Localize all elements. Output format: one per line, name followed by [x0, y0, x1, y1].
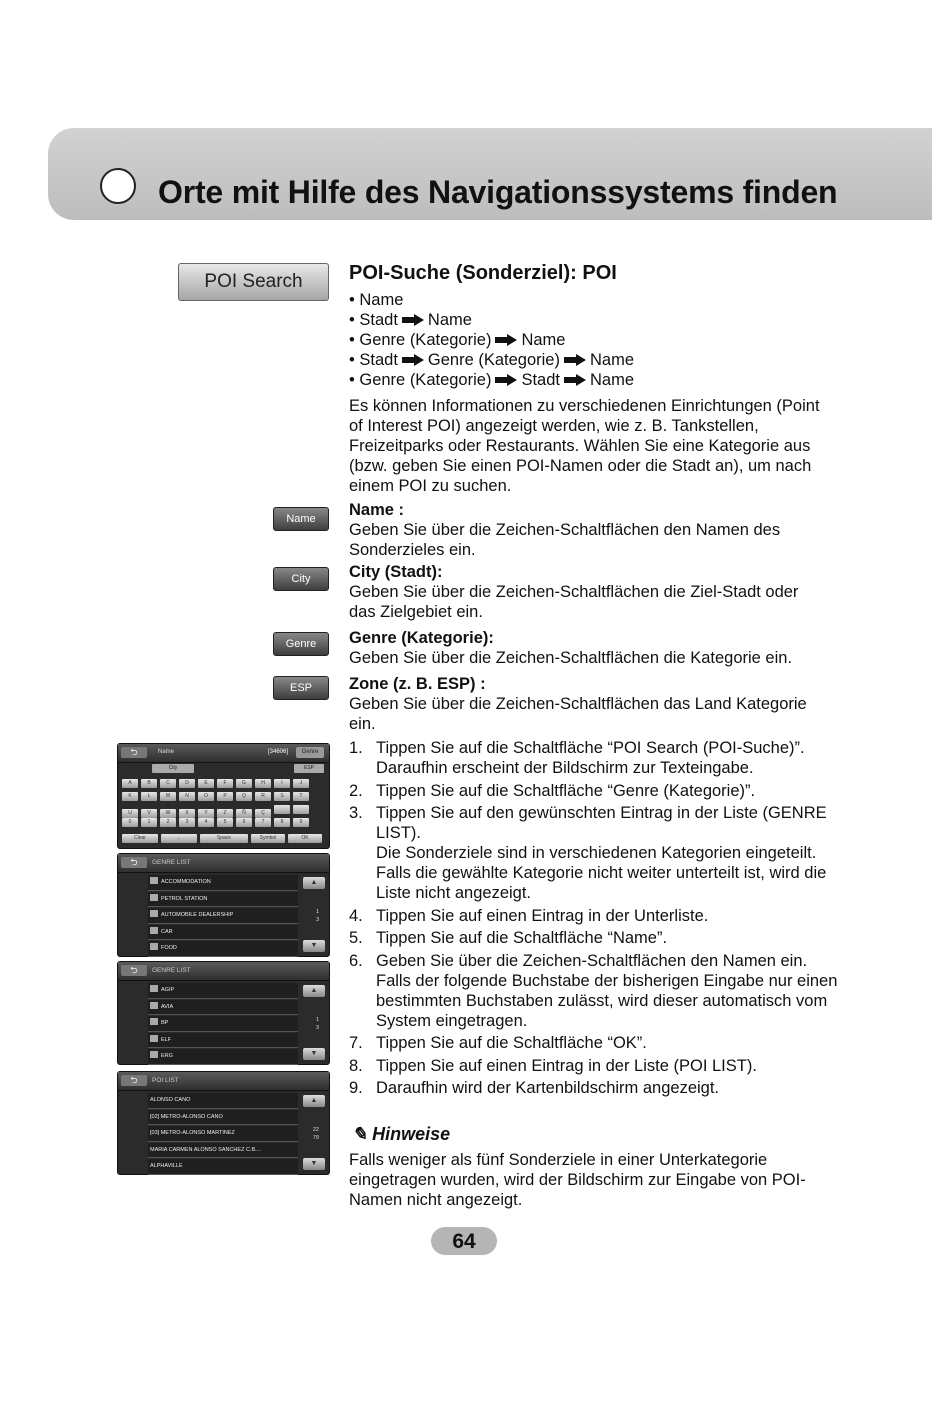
- key-button[interactable]: Clear: [122, 834, 158, 843]
- list-item[interactable]: [148, 983, 298, 999]
- chapter-title: Orte mit Hilfe des Navigationssystems finden: [158, 174, 838, 210]
- list-item-label: [02] METRO-ALONSO CANO: [150, 1113, 223, 1120]
- bullet-item: • Genre (Kategorie) Stadt Name: [349, 371, 634, 389]
- scroll-up-button[interactable]: ▲: [303, 1095, 325, 1107]
- step-item: [349, 951, 839, 1031]
- key-button[interactable]: X: [179, 809, 195, 818]
- keyboard-screen: [117, 743, 330, 849]
- circle-icon: [100, 168, 136, 204]
- key-button[interactable]: K: [122, 792, 138, 801]
- arrow-right-icon: [402, 354, 424, 366]
- key-button[interactable]: Ñ: [236, 809, 252, 818]
- bullet-part: Name: [589, 371, 634, 389]
- keyboard-row: [122, 818, 312, 828]
- step-text: Tippen Sie auf die Schaltfläche “Genre (Kategorie)”.: [376, 781, 756, 800]
- key-button[interactable]: E: [198, 779, 214, 788]
- definition-term: Name :: [349, 501, 405, 519]
- key-button[interactable]: 0: [122, 818, 138, 827]
- bullet-list: [349, 290, 829, 390]
- step-number: 5.: [349, 929, 363, 947]
- scroll-down-button[interactable]: ▼: [303, 1048, 325, 1060]
- list-item[interactable]: [148, 1110, 298, 1126]
- key-button[interactable]: R: [255, 792, 271, 801]
- key-button[interactable]: L: [141, 792, 157, 801]
- screen-topbar: [118, 962, 329, 981]
- key-button[interactable]: 1: [141, 818, 157, 827]
- list-item[interactable]: [148, 875, 298, 891]
- pin-icon: ✎: [352, 1124, 368, 1144]
- key-button[interactable]: I: [274, 779, 290, 788]
- list-item[interactable]: [148, 908, 298, 924]
- key-button[interactable]: Space: [200, 834, 248, 843]
- genre-sublist: [148, 983, 298, 1066]
- category-icon: [150, 943, 158, 950]
- bullet-part: Genre (Kategorie): [359, 371, 492, 389]
- intro-paragraph: Es können Informationen zu verschiedenen Einrichtungen (Point of Interest POI) angezeigt werden, wie z. B. Tankstellen, Freizeitparks oder Restaurants. Wählen Sie eine Kategorie aus (bzw. geben Sie einen POI-Namen oder die Stadt an), um nach einem POI zu suchen.: [349, 397, 820, 495]
- genre-button[interactable]: Genre: [273, 632, 329, 656]
- name-button[interactable]: Name: [273, 507, 329, 531]
- key-button[interactable]: 5: [217, 818, 233, 827]
- list-item-label: ALPHAVILLE: [150, 1163, 183, 1169]
- arrow-right-icon: [402, 314, 424, 326]
- poi-search-button[interactable]: POI Search: [178, 263, 329, 301]
- step-text: Tippen Sie auf einen Eintrag in der Unterliste.: [376, 906, 709, 925]
- step-text: Daraufhin wird der Kartenbildschirm angezeigt.: [376, 1079, 720, 1097]
- definition-term: City (Stadt):: [349, 563, 443, 581]
- list-item-label: AVIA: [161, 1003, 174, 1010]
- poi-counter: [34606]: [268, 749, 289, 755]
- list-item[interactable]: [148, 1016, 298, 1032]
- list-item-label: AUTOMOBILE DEALERSHIP: [161, 912, 234, 918]
- screen-title: GENRE LIST: [152, 859, 191, 866]
- keyboard-row: [122, 792, 312, 802]
- key-button[interactable]: 3: [179, 818, 195, 827]
- screen-topbar: [118, 1072, 329, 1091]
- list-item-label: BP: [161, 1020, 169, 1026]
- step-item: [349, 1078, 839, 1098]
- arrow-right-icon: [564, 374, 586, 386]
- step-item: [349, 906, 839, 926]
- step-number: 4.: [349, 906, 363, 925]
- category-icon: [150, 910, 158, 917]
- key-button[interactable]: U: [122, 809, 138, 818]
- poi-list: [148, 1093, 298, 1176]
- step-text: Tippen Sie auf die Schaltfläche “OK”.: [376, 1034, 647, 1052]
- step-number: 3.: [349, 804, 363, 822]
- definition-text: Geben Sie über die Zeichen-Schaltflächen das Land Kategorie ein.: [349, 695, 807, 733]
- list-item[interactable]: [148, 892, 298, 908]
- key-button[interactable]: 8: [274, 818, 290, 827]
- bullet-part: Genre (Kategorie): [427, 351, 560, 369]
- bullet-item: • Name: [349, 291, 404, 309]
- list-item-label: FOOD: [161, 945, 177, 951]
- key-button[interactable]: 4: [198, 818, 214, 827]
- bullet-part: Stadt: [359, 311, 398, 329]
- screen-title: GENRE LIST: [152, 967, 191, 974]
- key-button[interactable]: 6: [236, 818, 252, 827]
- list-item-label: AGIP: [161, 987, 175, 993]
- section-title: POI-Suche (Sonderziel): POI: [349, 262, 617, 284]
- list-item-label: MARIA CARMEN ALONSO SANCHEZ C.B....: [150, 1146, 262, 1153]
- key-button[interactable]: 2: [160, 818, 176, 827]
- bullet-part: Stadt: [521, 371, 560, 389]
- key-button[interactable]: P: [217, 792, 233, 801]
- step-text: Falls die gewählte Kategorie nicht weiter unterteilt ist, wird die Liste nicht angezeigt.: [376, 864, 827, 902]
- list-item-label: CAR: [161, 928, 173, 935]
- bullet-item: • Stadt Name: [349, 311, 472, 329]
- definition-name: [349, 500, 829, 560]
- step-text: Daraufhin erscheint der Bildschirm zur Texteingabe.: [376, 759, 754, 777]
- genre-list-screen: [117, 853, 330, 957]
- list-item[interactable]: [148, 1000, 298, 1016]
- definition-term: Zone (z. B. ESP) :: [349, 675, 486, 693]
- esp-key[interactable]: ESP: [294, 764, 324, 773]
- note-heading: [352, 1124, 450, 1145]
- genre-list: [148, 875, 298, 958]
- list-item-label: [03] METRO-ALONSO MARTINEZ: [150, 1130, 235, 1136]
- name-label: Name: [158, 749, 175, 755]
- scroll-up-button[interactable]: ▲: [303, 877, 325, 889]
- scroll-up-button[interactable]: ▲: [303, 985, 325, 997]
- category-icon: [150, 1035, 158, 1042]
- step-number: 7.: [349, 1034, 363, 1052]
- key-button[interactable]: A: [122, 779, 138, 788]
- esp-button[interactable]: ESP: [273, 676, 329, 700]
- key-button[interactable]: J: [293, 779, 309, 788]
- key-button[interactable]: 7: [255, 818, 271, 827]
- key-button[interactable]: Symbol: [251, 834, 285, 843]
- page-indicator: 1 3: [315, 1017, 319, 1031]
- page-number: 64: [431, 1227, 497, 1255]
- key-button[interactable]: Ç: [255, 809, 271, 818]
- poi-list-screen: [117, 1071, 330, 1175]
- step-item: [349, 1056, 839, 1076]
- step-number: 9.: [349, 1079, 363, 1097]
- step-text: Geben Sie über die Zeichen-Schaltflächen den Namen ein.: [376, 951, 808, 970]
- scroll-down-button[interactable]: ▼: [303, 940, 325, 952]
- key-button[interactable]: OK: [288, 834, 322, 843]
- scroll-down-button[interactable]: ▼: [303, 1158, 325, 1170]
- city-button[interactable]: City: [273, 567, 329, 591]
- list-item[interactable]: [148, 1126, 298, 1142]
- definition-city: [349, 562, 829, 622]
- key-button[interactable]: 9: [293, 818, 309, 827]
- genre-key[interactable]: Genre: [296, 747, 324, 758]
- list-item[interactable]: [148, 1143, 298, 1159]
- definition-text: Geben Sie über die Zeichen-Schaltflächen den Namen des Sonderzieles ein.: [349, 521, 781, 559]
- step-number: 2.: [349, 781, 363, 800]
- step-text: Tippen Sie auf die Schaltfläche “POI Search (POI-Suche)”.: [376, 739, 805, 757]
- note-title: Hinweise: [372, 1124, 451, 1144]
- list-item[interactable]: [148, 925, 298, 941]
- note-text: Falls weniger als fünf Sonderziele in einer Unterkategorie eingetragen wurden, wird der Bildschirm zur Eingabe von POI-Namen nicht angezeigt.: [349, 1151, 806, 1209]
- list-item[interactable]: [148, 1159, 298, 1175]
- key-button[interactable]: G: [236, 779, 252, 788]
- genre-sublist-screen: [117, 961, 330, 1065]
- list-item[interactable]: [148, 1033, 298, 1049]
- category-icon: [150, 877, 158, 884]
- keyboard-bottom-row: [122, 834, 325, 844]
- step-text: Falls der folgende Buchstabe der bisherigen Eingabe nur einen bestimmten Buchstaben zulässt, wird dieser automatisch vom System eingetragen.: [376, 971, 838, 1030]
- category-icon: [150, 1018, 158, 1025]
- step-text: Tippen Sie auf den gewünschten Eintrag in der Liste (GENRE LIST).: [376, 804, 827, 842]
- step-item: [349, 738, 839, 778]
- key-button[interactable]: F: [217, 779, 233, 788]
- steps-list: [349, 738, 839, 1101]
- key-button[interactable]: ←: [161, 834, 197, 843]
- step-text: Die Sonderziele sind in verschiedenen Kategorien eingeteilt.: [376, 844, 817, 862]
- step-text: Tippen Sie auf die Schaltfläche “Name”.: [376, 929, 668, 947]
- page-indicator: 1 3: [315, 909, 319, 923]
- bullet-part: Name: [427, 311, 472, 329]
- bullet-item: • Genre (Kategorie) Name: [349, 331, 566, 349]
- arrow-right-icon: [495, 374, 517, 386]
- bullet-part: Genre (Kategorie): [359, 331, 492, 349]
- key-button[interactable]: H: [255, 779, 271, 788]
- definition-genre: [349, 628, 829, 668]
- back-icon[interactable]: ⮌: [121, 857, 147, 868]
- key-button[interactable]: T: [293, 792, 309, 801]
- keyboard-row: [122, 779, 312, 789]
- step-number: 8.: [349, 1056, 363, 1075]
- bullet-part: Stadt: [359, 351, 398, 369]
- list-item[interactable]: [148, 1049, 298, 1065]
- screen-topbar: [118, 854, 329, 873]
- list-item-label: ALONSO CANO: [150, 1097, 191, 1103]
- arrow-right-icon: [495, 334, 517, 346]
- definition-text: Geben Sie über die Zeichen-Schaltflächen die Ziel-Stadt oder das Zielgebiet ein.: [349, 583, 799, 621]
- step-number: 6.: [349, 951, 363, 970]
- arrow-right-icon: [564, 354, 586, 366]
- key-button[interactable]: S: [274, 792, 290, 801]
- screen-topbar: [118, 744, 329, 763]
- page-indicator: 22 79: [312, 1127, 319, 1141]
- key-button[interactable]: M: [160, 792, 176, 801]
- bullet-item: • Stadt Genre (Kategorie) Name: [349, 351, 634, 369]
- key-button[interactable]: Y: [198, 809, 214, 818]
- key-button[interactable]: Z: [217, 809, 233, 818]
- bullet-part: Name: [359, 291, 404, 309]
- category-icon: [150, 1051, 158, 1058]
- category-icon: [150, 985, 158, 992]
- key-button[interactable]: Q: [236, 792, 252, 801]
- step-item: [349, 803, 839, 903]
- key-button[interactable]: [293, 805, 309, 814]
- back-icon[interactable]: ⮌: [121, 965, 147, 976]
- screen-title: POI LIST: [152, 1077, 179, 1084]
- category-icon: [150, 927, 158, 934]
- step-item: [349, 1033, 839, 1053]
- definition-text: Geben Sie über die Zeichen-Schaltflächen die Kategorie ein.: [349, 649, 793, 667]
- definition-zone: [349, 674, 829, 734]
- step-text: Tippen Sie auf einen Eintrag in der Liste (POI LIST).: [376, 1056, 757, 1075]
- step-item: [349, 781, 839, 801]
- key-button[interactable]: C: [160, 779, 176, 788]
- key-button[interactable]: B: [141, 779, 157, 788]
- key-button[interactable]: V: [141, 809, 157, 818]
- city-key[interactable]: City: [152, 764, 194, 773]
- key-button[interactable]: W: [160, 809, 176, 818]
- list-item[interactable]: [148, 1093, 298, 1109]
- bullet-part: Name: [589, 351, 634, 369]
- key-button[interactable]: O: [198, 792, 214, 801]
- back-icon[interactable]: ⮌: [121, 1075, 147, 1086]
- category-icon: [150, 894, 158, 901]
- definition-term: Genre (Kategorie):: [349, 629, 494, 647]
- step-item: [349, 928, 839, 948]
- key-button[interactable]: D: [179, 779, 195, 788]
- chapter-header: [48, 128, 932, 220]
- list-item-label: ERG: [161, 1053, 173, 1059]
- back-icon[interactable]: ⮌: [121, 747, 147, 758]
- keyboard-row: [122, 805, 312, 815]
- category-icon: [150, 1002, 158, 1009]
- key-button[interactable]: [274, 805, 290, 814]
- list-item-label: ELF: [161, 1036, 172, 1043]
- key-button[interactable]: N: [179, 792, 195, 801]
- step-number: 1.: [349, 739, 363, 757]
- list-item-label: ACCOMMODATION: [161, 879, 211, 885]
- list-item[interactable]: [148, 941, 298, 957]
- bullet-part: Name: [521, 331, 566, 349]
- list-item-label: PETROL STATION: [161, 895, 208, 902]
